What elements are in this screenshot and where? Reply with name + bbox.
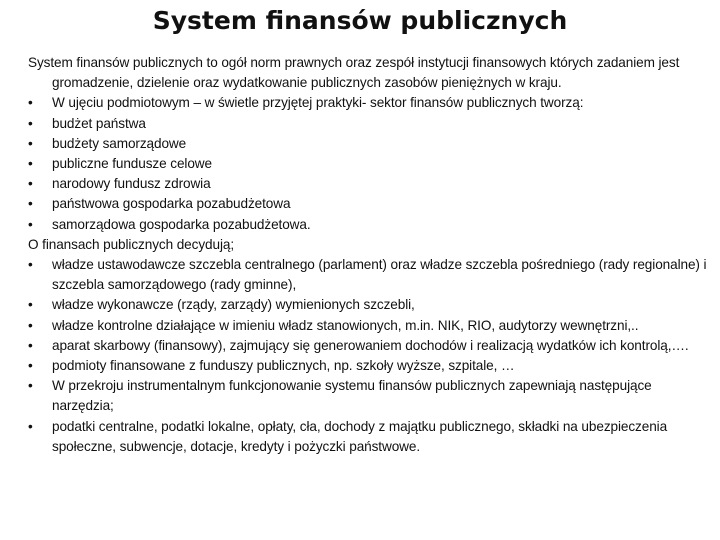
- list-item: [28, 336, 712, 356]
- list-item-text: W ujęciu podmiotowym – w świetle przyjętej praktyki- sektor finansów publicznych tworzą:: [52, 95, 584, 111]
- bullet-icon: •: [28, 257, 33, 273]
- list-item-text: budżet państwa: [52, 115, 146, 131]
- list-item-text: władze kontrolne działające w imieniu władz stanowionych, m.in. NIK, RIO, audytorzy wewnętrzni,..: [52, 317, 639, 333]
- list-item-text: narodowy fundusz zdrowia: [52, 176, 211, 192]
- list-item-text: publiczne fundusze celowe: [52, 156, 212, 172]
- slide-title: System finansów publicznych: [152, 6, 568, 35]
- bullet-icon: •: [28, 337, 33, 353]
- list-item: [28, 376, 712, 416]
- list-item-text: władze ustawodawcze szczebla centralnego (parlament) oraz władze szczebla pośredniego (rady regionalne) i szczebla samorządowego (rady gminne),: [52, 257, 707, 293]
- list-item: [28, 356, 712, 376]
- bullet-icon: •: [28, 156, 33, 172]
- slide-body: [28, 53, 712, 457]
- list-item-text: aparat skarbowy (finansowy), zajmujący się generowaniem dochodów i realizacją wydatków ich kontrolą,….: [52, 337, 689, 353]
- list-item: [28, 134, 712, 154]
- list-item: [28, 295, 712, 315]
- section-heading: O finansach publicznych decydują;: [28, 236, 235, 252]
- intro-paragraph: System finansów publicznych to ogół norm prawnych oraz zespół instytucji finansowych których zadaniem jest gromadzenie, dzielenie oraz wydatkowanie publicznych zasobów pieniężnych w kraju.: [28, 55, 680, 91]
- bullet-icon: •: [28, 216, 33, 232]
- list-item: [28, 316, 712, 336]
- bullet-icon: •: [28, 115, 33, 131]
- list-item: [28, 154, 712, 174]
- list-item-text: W przekroju instrumentalnym funkcjonowanie systemu finansów publicznych zapewniają następujące narzędzia;: [52, 378, 652, 414]
- list-item: [28, 174, 712, 194]
- list-item-text: samorządowa gospodarka pozabudżetowa.: [52, 216, 311, 232]
- list-item-text: podmioty finansowane z funduszy publicznych, np. szkoły wyższe, szpitale, …: [52, 358, 515, 374]
- list-item-text: państwowa gospodarka pozabudżetowa: [52, 196, 291, 212]
- list-item: [28, 417, 712, 457]
- list-item: [28, 93, 712, 113]
- list-item: [28, 255, 712, 295]
- list-item-text: podatki centralne, podatki lokalne, opłaty, cła, dochody z majątku publicznego, składki na ubezpieczenia społeczne, subwencje, dotacje, kredyty i pożyczki państwowe.: [52, 418, 668, 454]
- bullet-icon: •: [28, 297, 33, 313]
- list-item: [28, 194, 712, 214]
- bullet-icon: •: [28, 95, 33, 111]
- bullet-icon: •: [28, 317, 33, 333]
- bullet-icon: •: [28, 196, 33, 212]
- bullet-icon: •: [28, 358, 33, 374]
- list-item-text: budżety samorządowe: [52, 135, 187, 151]
- list-item: [28, 114, 712, 134]
- list-item-text: władze wykonawcze (rządy, zarządy) wymienionych szczebli,: [52, 297, 415, 313]
- bullet-icon: •: [28, 135, 33, 151]
- list-item: [28, 215, 712, 235]
- bullet-icon: •: [28, 378, 33, 394]
- bullet-icon: •: [28, 176, 33, 192]
- bullet-icon: •: [28, 418, 33, 434]
